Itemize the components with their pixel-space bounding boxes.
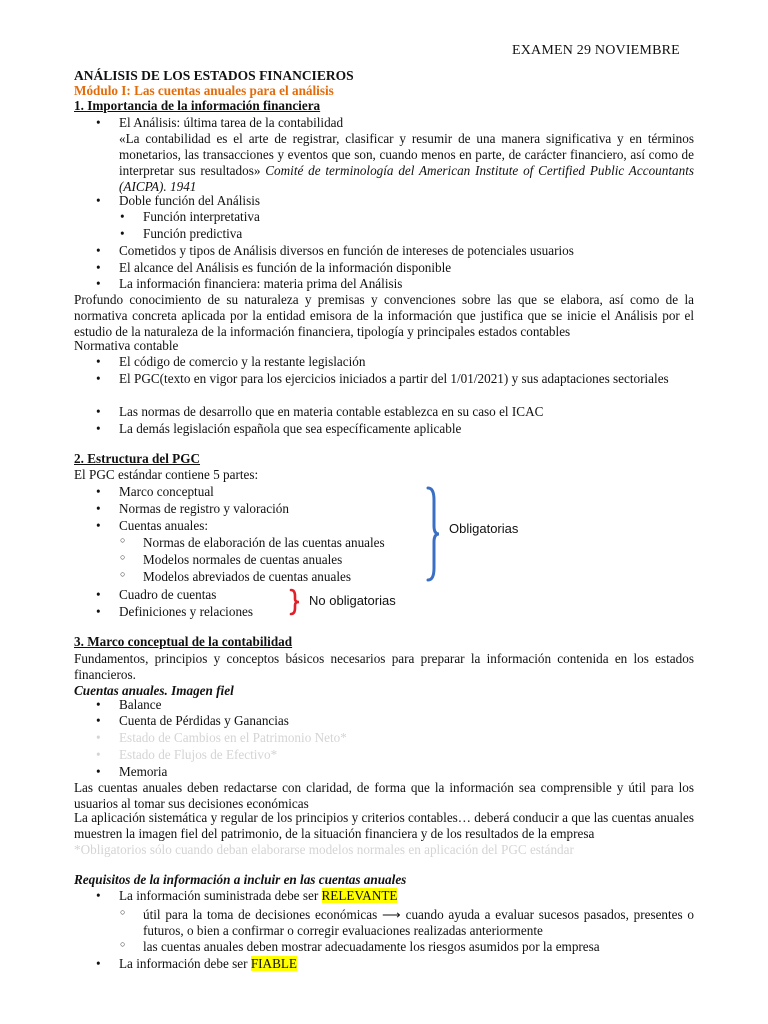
paragraph: Profundo conocimiento de su naturaleza y premisas y convenciones sobre las que se elabora, así como de la normativa concreta aplicada por la entidad emisora de la información que justifica que se inicie el Análisis por el estudio de la naturaleza de la información financiera, tipología y principales estados contables — [74, 292, 694, 339]
bullet: • — [96, 697, 101, 712]
blue-brace-icon — [426, 486, 440, 582]
list-item: La demás legislación española que sea específicamente aplicable — [119, 421, 462, 436]
bullet: • — [96, 604, 101, 619]
bullet: • — [96, 260, 101, 275]
bullet: • — [96, 404, 101, 419]
document-title: ANÁLISIS DE LOS ESTADOS FINANCIEROS — [74, 68, 354, 83]
list-item: Modelos normales de cuentas anuales — [143, 552, 343, 567]
list-item: las cuentas anuales deben mostrar adecuadamente los riesgos asumidos por la empresa — [143, 939, 600, 954]
list-item — [119, 956, 694, 972]
bullet: • — [96, 587, 101, 602]
circle-bullet: ○ — [120, 939, 126, 949]
list-item: La información financiera: materia prima del Análisis — [119, 276, 403, 291]
section3-heading: 3. Marco conceptual de la contabilidad — [74, 634, 293, 649]
normativa-label: Normativa contable — [74, 338, 179, 353]
list-item: Estado de Flujos de Efectivo* — [119, 747, 278, 762]
quote — [119, 131, 694, 195]
paragraph: La aplicación sistemática y regular de los principios y criterios contables… deberá conducir a que las cuentas anuales muestren la imagen fiel del patrimonio, de la situación financiera y de los resultados de la empresa — [74, 810, 694, 841]
bullet: • — [96, 421, 101, 436]
list-item: El alcance del Análisis es función de la información disponible — [119, 260, 452, 275]
req-prefix: La información debe ser — [119, 956, 248, 971]
list-item: Estado de Cambios en el Patrimonio Neto* — [119, 730, 347, 745]
list-item: El Análisis: última tarea de la contabilidad — [119, 115, 344, 130]
bullet: • — [96, 747, 101, 762]
section1-heading: 1. Importancia de la información financiera — [74, 98, 321, 113]
bullet: • — [120, 209, 125, 224]
circle-bullet: ○ — [120, 569, 126, 579]
bullet: • — [96, 888, 101, 903]
circle-bullet: ○ — [120, 535, 126, 545]
list-item: Cuadro de cuentas — [119, 587, 217, 602]
list-item: Cuenta de Pérdidas y Ganancias — [119, 713, 289, 728]
quote-text: «La contabilidad es el arte de registrar, clasificar y resumir de una manera significativa y en términos monetarios, las transacciones y eventos que son, cuando menos en parte, de carácter financiero, así como de interpretar sus resultados» — [119, 131, 694, 178]
bullet: • — [96, 484, 101, 499]
list-item: Función interpretativa — [143, 209, 260, 224]
bullet: • — [96, 730, 101, 745]
bullet: • — [96, 193, 101, 208]
bullet: • — [96, 501, 101, 516]
highlight-relevante: RELEVANTE — [321, 888, 398, 903]
paragraph: Las cuentas anuales deben redactarse con claridad, de forma que la información sea comprensible y útil para los usuarios al tomar sus decisiones económicas — [74, 780, 694, 811]
footnote: *Obligatorios sólo cuando deban elaborarse modelos normales en aplicación del PGC estándar — [74, 842, 574, 857]
red-brace-icon — [289, 588, 301, 616]
bullet: • — [120, 226, 125, 241]
bullet: • — [96, 956, 101, 971]
list-item: Modelos abreviados de cuentas anuales — [143, 569, 351, 584]
list-item — [119, 888, 694, 904]
bullet: • — [96, 354, 101, 369]
list-item: Cuentas anuales: — [119, 518, 208, 533]
exam-header: EXAMEN 29 NOVIEMBRE — [512, 43, 680, 58]
bullet: • — [96, 243, 101, 258]
circle-bullet: ○ — [120, 552, 126, 562]
highlight-fiable: FIABLE — [250, 956, 297, 971]
quote-citation: Comité de terminología del American Institute of Certified Public Accountants (AICPA). 1941 — [119, 163, 694, 194]
bullet: • — [96, 115, 101, 130]
list-item: El código de comercio y la restante legislación — [119, 354, 366, 369]
list-item: Normas de registro y valoración — [119, 501, 289, 516]
list-item: Marco conceptual — [119, 484, 214, 499]
list-item: Balance — [119, 697, 162, 712]
module-title: Módulo I: Las cuentas anuales para el análisis — [74, 83, 334, 98]
req-prefix: La información suministrada debe ser — [119, 888, 319, 903]
section3-intro: Fundamentos, principios y conceptos básicos necesarios para preparar la información contenida en los estados financieros. — [74, 651, 694, 682]
bullet: • — [96, 276, 101, 291]
list-item: Definiciones y relaciones — [119, 604, 254, 619]
section2-intro: El PGC estándar contiene 5 partes: — [74, 467, 259, 482]
list-item: Normas de elaboración de las cuentas anuales — [143, 535, 385, 550]
bullet: • — [96, 518, 101, 533]
bullet: • — [96, 713, 101, 728]
list-item: El PGC(texto en vigor para los ejercicios iniciados a partir del 1/01/2021) y sus adaptaciones sectoriales — [119, 371, 669, 386]
list-item: Doble función del Análisis — [119, 193, 261, 208]
section3-subheading: Cuentas anuales. Imagen fiel — [74, 683, 234, 698]
section2-heading: 2. Estructura del PGC — [74, 451, 201, 466]
list-item: Función predictiva — [143, 226, 243, 241]
list-item: Cometidos y tipos de Análisis diversos en función de intereses de potenciales usuarios — [119, 243, 574, 258]
list-item: Memoria — [119, 764, 168, 779]
note-mandatory: Obligatorias — [449, 521, 519, 536]
note-optional: No obligatorias — [309, 593, 396, 608]
bullet: • — [96, 371, 101, 386]
bullet: • — [96, 764, 101, 779]
circle-bullet: ○ — [120, 907, 126, 917]
list-item: Las normas de desarrollo que en materia contable establezca en su caso el ICAC — [119, 404, 544, 419]
requirements-heading: Requisitos de la información a incluir en las cuentas anuales — [74, 872, 407, 887]
list-item: útil para la toma de decisiones económicas ⟶ cuando ayuda a evaluar sucesos pasados, presentes o futuros, o bien a confirmar o corregir evaluaciones realizadas anteriormente — [143, 907, 694, 938]
